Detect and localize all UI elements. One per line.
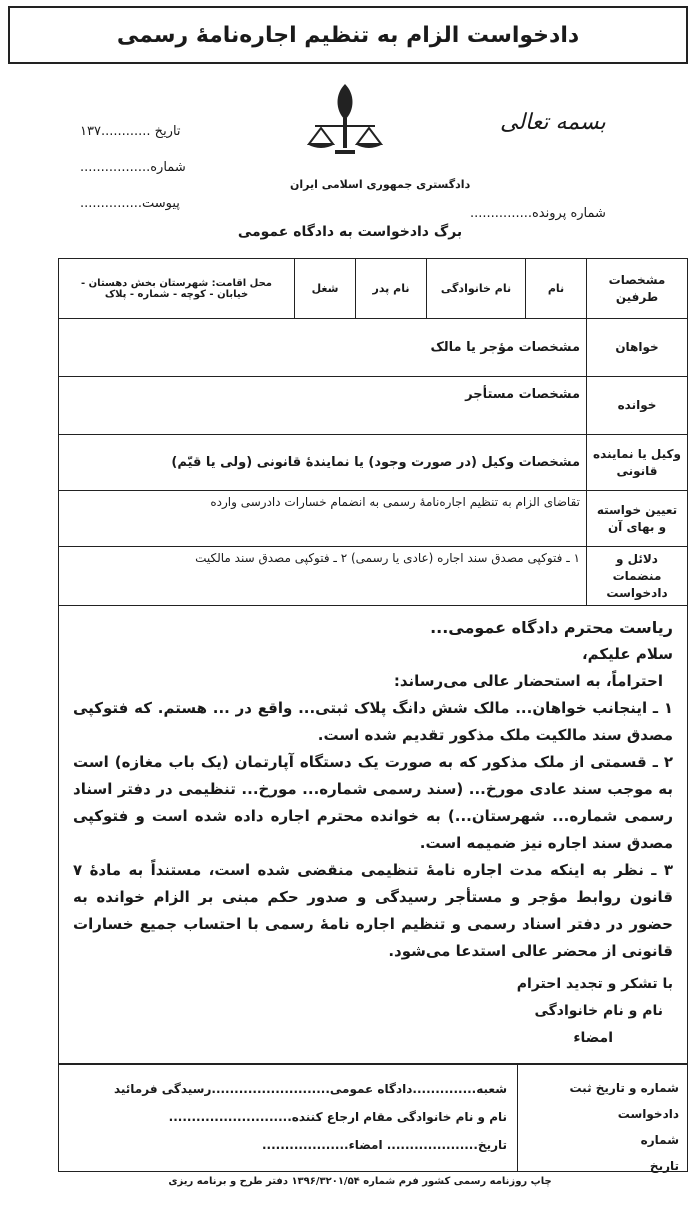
letter-intro: احتراماً، به استحضار عالی می‌رساند:	[393, 672, 663, 690]
letter-salutation: ریاست محترم دادگاه عمومی...	[430, 618, 673, 637]
row-value-defendant: مشخصات مستأجر	[59, 377, 587, 435]
parties-table	[58, 258, 688, 606]
col-spec: مشخصات طرفین	[587, 259, 688, 319]
letter-paragraph-3: ۳ ـ نظر به اینکه مدت اجاره نامهٔ تنظیمی منقضی شده است، مستنداً به مادهٔ ۷ قانون روابط مؤجر و مستأجر رسیدگی و صدور حکم مبنی بر الزام خوانده به حضور در دفتر اسناد رسمی و تنظیم اجاره نامهٔ رسمی با احتساب جمیع خسارات قانونی از محضر عالی استدعا می‌شود.	[73, 861, 673, 960]
registration-title: شماره و تاریخ ثبت دادخواست	[569, 1081, 679, 1121]
besmellah: بسمه تعالی	[500, 110, 606, 135]
col-family: نام خانوادگی	[427, 259, 526, 319]
col-father: نام پدر	[356, 259, 427, 319]
row-value-claim: تقاضای الزام به تنظیم اجاره‌نامهٔ رسمی به انضمام خسارات دادرسی وارده	[59, 491, 587, 547]
file-number-label: شماره پرونده...............	[470, 206, 606, 221]
letter-closing: با تشکر و تجدید احترام	[516, 976, 673, 992]
col-job: شغل	[295, 259, 356, 319]
row-label-plaintiff: خواهان	[587, 319, 688, 377]
row-label-claim: تعیین خواسته و بهای آن	[587, 491, 688, 547]
row-value-evidence: ۱ ـ فتوکپی مصدق سند اجاره (عادی یا رسمی) ۲ ـ فتوکپی مصدق سند مالکیت	[59, 547, 587, 606]
referral-branch-line: شعبه..............دادگاه عمومی..........................رسیدگی فرمائید	[113, 1082, 507, 1096]
court-org-name: دادگستری جمهوری اسلامی ایران	[290, 178, 471, 191]
referral-official-line: نام و نام خانوادگی مقام ارجاع کننده...........................	[168, 1110, 507, 1124]
letter-paragraph-2: ۲ ـ قسمتی از ملک مذکور که به صورت یک دستگاه آپارتمان (یک باب مغازه) است به موجب سند عادی مورخ... (سند رسمی شماره... مورخ... تنظیمی در دفتر اسناد رسمی شماره... شهرستان...) به خوانده محترم اجاره داده شده است و فتوکپی مصدق سند اجاره نیز ضمیمه است.	[73, 753, 673, 852]
row-label-attorney: وکیل یا نماینده قانونی	[587, 435, 688, 491]
to-court-heading: برگ دادخواست به دادگاه عمومی	[237, 224, 463, 240]
registration-number: شماره	[640, 1133, 679, 1147]
date-label: تاریخ ............۱۳۷	[80, 124, 181, 139]
registration-box	[58, 1064, 688, 1172]
row-value-attorney: مشخصات وکیل (در صورت وجود) یا نمایندهٔ قانونی (ولی یا قیّم)	[59, 435, 587, 491]
attachment-label: پیوست...............	[80, 196, 180, 211]
row-label-evidence: دلائل و منضمات دادخواست	[587, 547, 688, 606]
number-label: شماره.................	[80, 160, 186, 175]
col-name: نام	[526, 259, 587, 319]
letter-signature: امضاء	[573, 1030, 613, 1046]
form-footer: چاپ روزنامه رسمی کشور فرم شماره ۱۳۹۶/۳۲۰۱/۵۴ دفتر طرح و برنامه ریزی	[168, 1176, 552, 1187]
row-label-defendant: خوانده	[587, 377, 688, 435]
letter-greeting: سلام علیکم،	[581, 645, 673, 663]
letter-paragraph-1: ۱ ـ اینجانب خواهان... مالک شش دانگ پلاک ثبتی... واقع در ... هستم. که فتوکپی مصدق سند مالکیت ملک مذکور تقدیم شده است.	[73, 699, 673, 744]
referral-date-signature-line: تاریخ.................... امضاء...................	[261, 1138, 507, 1152]
form-title: دادخواست الزام به تنظیم اجاره‌نامهٔ رسمی	[8, 6, 688, 64]
registration-date: تاریخ	[649, 1159, 679, 1173]
col-address: محل اقامت: شهرستان بخش دهستان - خیابان - کوچه - شماره - پلاک	[59, 259, 295, 319]
petition-body	[58, 604, 688, 1064]
iran-emblem-icon	[305, 80, 385, 160]
letter-name: نام و نام خانوادگی	[534, 1003, 663, 1019]
row-value-plaintiff: مشخصات مؤجر یا مالک	[59, 319, 587, 377]
